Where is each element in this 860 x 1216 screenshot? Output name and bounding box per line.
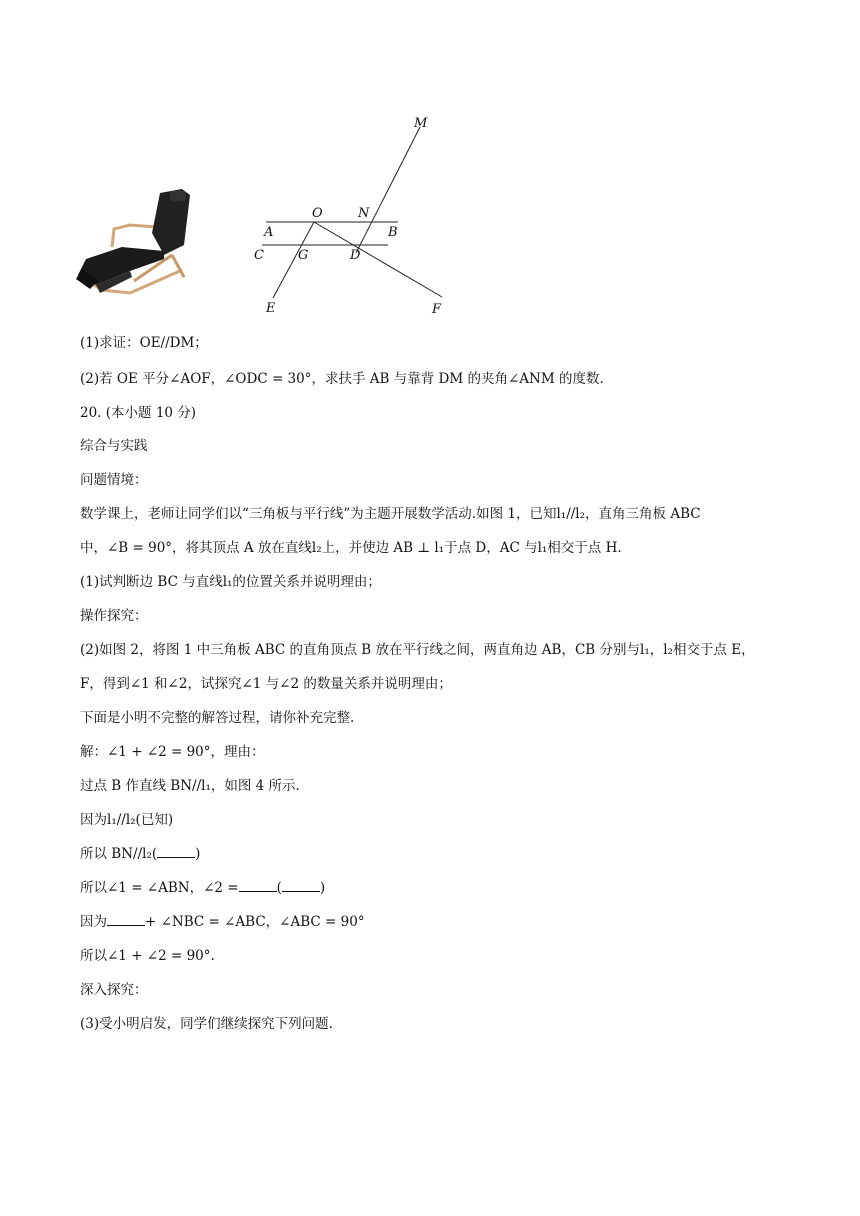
sol4-text-b: ) xyxy=(195,846,201,862)
reason-blank-1[interactable] xyxy=(157,845,195,858)
q20-section-title: 综合与实践 xyxy=(80,438,148,454)
q19-part2: (2)若 OE 平分∠AOF，∠ODC = 30°，求扶手 AB 与靠背 DM 的夹角∠ANM 的度数. xyxy=(80,371,604,387)
answer-blank-4[interactable] xyxy=(107,913,145,926)
q20-situation-line2: 中，∠B = 90°，将其顶点 A 放在直线l₂上，并使边 AB ⊥ l₁于点 D，AC 与l₁相交于点 H. xyxy=(80,540,622,556)
label-D: D xyxy=(350,248,361,263)
q20-part2-line1: (2)如图 2，将图 1 中三角板 ABC 的直角顶点 B 放在平行线之间，两直角边 AB，CB 分别与l₁，l₂相交于点 E， xyxy=(80,642,755,658)
q20-part2-line2: F，得到∠1 和∠2，试探究∠1 与∠2 的数量关系并说明理由； xyxy=(80,676,452,692)
label-E: E xyxy=(266,301,276,316)
q20-deep-title: 深入探究： xyxy=(80,982,148,998)
q20-solution-line7: 所以∠1 + ∠2 = 90°. xyxy=(80,948,215,964)
q20-part3: (3)受小明启发，同学们继续探究下列问题. xyxy=(80,1016,333,1032)
sol5-text-a: 所以∠1 = ∠ABN，∠2 = xyxy=(80,880,239,896)
answer-blank-2[interactable] xyxy=(239,879,277,892)
sol6-text-a: 因为 xyxy=(80,914,107,930)
q20-solution-line2: 过点 B 作直线 BN//l₁，如图 4 所示. xyxy=(80,778,300,794)
figure-area xyxy=(0,0,860,330)
label-C: C xyxy=(254,248,264,263)
sol6-text-b: + ∠NBC = ∠ABC，∠ABC = 90° xyxy=(145,914,365,930)
q20-solution-line3: 因为l₁//l₂(已知) xyxy=(80,812,174,828)
q20-explore-title: 操作探究： xyxy=(80,608,148,624)
q20-part1: (1)试判断边 BC 与直线l₁的位置关系并说明理由； xyxy=(80,574,381,590)
label-A: A xyxy=(264,225,274,240)
q20-solution-line6 xyxy=(80,913,365,931)
sol5-text-b: ( xyxy=(276,880,282,896)
q20-solution-line1: 解：∠1 + ∠2 = 90°，理由： xyxy=(80,744,265,760)
geometry-figure xyxy=(240,105,470,325)
label-G: G xyxy=(298,248,309,263)
label-O: O xyxy=(312,206,323,221)
q20-instruction: 下面是小明不完整的解答过程，请你补充完整. xyxy=(80,710,355,726)
sol4-text-a: 所以 BN//l₂( xyxy=(80,846,158,862)
q20-situation-line1: 数学课上，老师让同学们以“三角板与平行线”为主题开展数学活动.如图 1，已知l₁//l₂，直角三角板 ABC xyxy=(80,506,701,522)
q20-solution-line5 xyxy=(80,879,325,897)
sol5-text-c: ) xyxy=(319,880,326,896)
q20-situation-title: 问题情境： xyxy=(80,472,148,488)
label-M: M xyxy=(414,116,428,131)
q20-header: 20. (本小题 10 分) xyxy=(80,405,197,421)
reclining-chair-image xyxy=(72,185,197,300)
label-B: B xyxy=(388,225,398,240)
label-N: N xyxy=(358,206,370,221)
reason-blank-3[interactable] xyxy=(282,879,320,892)
label-F: F xyxy=(432,302,442,317)
q20-solution-line4 xyxy=(80,845,200,863)
q19-part1: (1)求证：OE//DM； xyxy=(80,335,208,351)
